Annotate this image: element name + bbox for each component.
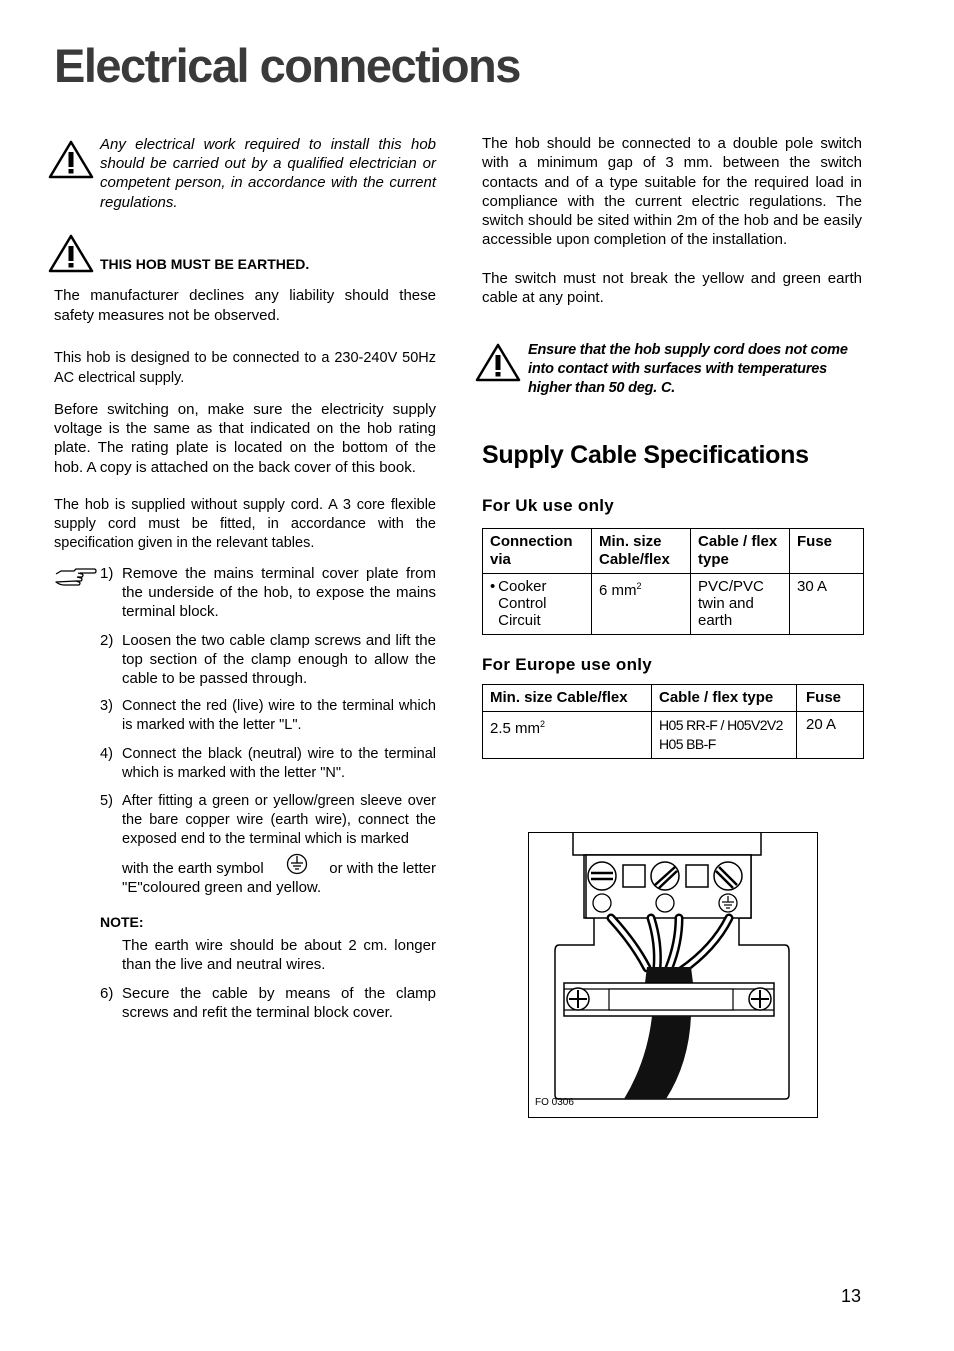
table-cell: • Cooker Control Circuit <box>483 574 592 635</box>
table-header: Min. size Cable/flex <box>592 529 691 574</box>
table-header-row <box>483 529 864 574</box>
uk-use-heading: For Uk use only <box>482 496 615 515</box>
voltage-paragraph: Before switching on, make sure the electricity supply voltage is the same as that indicated on the hob rating plate. The rating plate is located on the bottom of the hob. A copy is attached on the back cover of this book. <box>54 401 436 476</box>
note-text: The earth wire should be about 2 cm. longer than the live and neutral wires. <box>122 937 436 974</box>
page-title: Electrical connections <box>54 39 520 92</box>
warning-triangle-icon <box>475 343 521 383</box>
table-cell: H05 RR-F / H05V2V2 H05 BB-F <box>652 712 797 759</box>
table-header-row <box>483 685 864 712</box>
warning-qualified-electrician: Any electrical work required to install this hob should be carried out by a qualified electrician or competent person, in accordance with the current regulations. <box>100 136 436 211</box>
table-header: Fuse <box>790 529 864 574</box>
warning-triangle-icon <box>48 140 94 180</box>
step-6: 6) Secure the cable by means of the clamp screws and refit the terminal block cover. <box>100 985 436 1022</box>
warning-triangle-icon <box>48 234 94 274</box>
warning-must-be-earthed: THIS HOB MUST BE EARTHED. <box>100 256 310 272</box>
step-3: 3) Connect the red (live) wire to the terminal which is marked with the letter "L". <box>100 698 436 734</box>
liability-paragraph: The manufacturer declines any liability should these safety measures not be observed. <box>54 287 436 324</box>
step-4: 4) Connect the black (neutral) wire to the terminal which is marked with the letter "N". <box>100 746 436 782</box>
step-5: 5) After fitting a green or yellow/green sleeve over the bare copper wire (earth wire), connect the exposed end to the terminal which is marked <box>100 793 436 848</box>
table-cell: 2.5 $mm^2$ <box>483 712 652 759</box>
table-cell: 20 A <box>797 712 864 759</box>
page-number: 13 <box>841 1286 862 1306</box>
table-cell: 30 A <box>790 574 864 635</box>
earth-symbol-icon <box>286 852 308 876</box>
supply-paragraph: This hob is designed to be connected to a 230-240V 50Hz AC electrical supply. <box>54 350 436 386</box>
pointing-hand-icon <box>54 566 98 588</box>
europe-use-heading: For Europe use only <box>482 655 653 674</box>
supply-cord-paragraph: The hob is supplied without supply cord. A 3 core flexible supply cord must be fitted, in accordance with the specification given in the relevant tables. <box>54 497 436 552</box>
table-header: Connection via <box>483 529 592 574</box>
table-header: Cable / flex type <box>691 529 790 574</box>
table-row <box>483 574 864 635</box>
double-pole-switch-paragraph: The hob should be connected to a double pole switch with a minimum gap of 3 mm. between the switch contacts and of a type suitable for the required load in compliance with the current electric regulations. The switch should be sited within 2m of the hob and be easily accessible upon completion of the installation. <box>482 135 862 249</box>
supply-cord-temperature-warning: Ensure that the hob supply cord does not come into contact with surfaces with temperatures higher than 50 deg. C. <box>528 342 848 397</box>
table-header: Fuse <box>797 685 864 712</box>
step-5-earth-line: with the earth symbol or with the letter "E"coloured green and yellow. <box>122 852 436 897</box>
table-header: Min. size Cable/flex <box>483 685 652 712</box>
supply-cable-specifications-heading: Supply Cable Specifications <box>482 441 809 469</box>
terminal-block-figure <box>528 832 818 1118</box>
table-cell: PVC/PVC twin and earth <box>691 574 790 635</box>
table-header: Cable / flex type <box>652 685 797 712</box>
note-label: NOTE: <box>100 914 144 930</box>
terminal-block-diagram <box>529 833 816 1116</box>
table-cell: 6 $mm^2$ <box>592 574 691 635</box>
europe-cable-table <box>482 684 864 759</box>
figure-code: FO 0306 <box>535 1097 574 1108</box>
uk-cable-table <box>482 528 864 635</box>
step-2: 2) Loosen the two cable clamp screws and lift the top section of the clamp enough to allow the cable to be passed through. <box>100 632 436 688</box>
table-row <box>483 712 864 759</box>
earth-cable-paragraph: The switch must not break the yellow and green earth cable at any point. <box>482 270 862 307</box>
step-1: 1) Remove the mains terminal cover plate from the underside of the hob, to expose the mains terminal block. <box>100 565 436 621</box>
